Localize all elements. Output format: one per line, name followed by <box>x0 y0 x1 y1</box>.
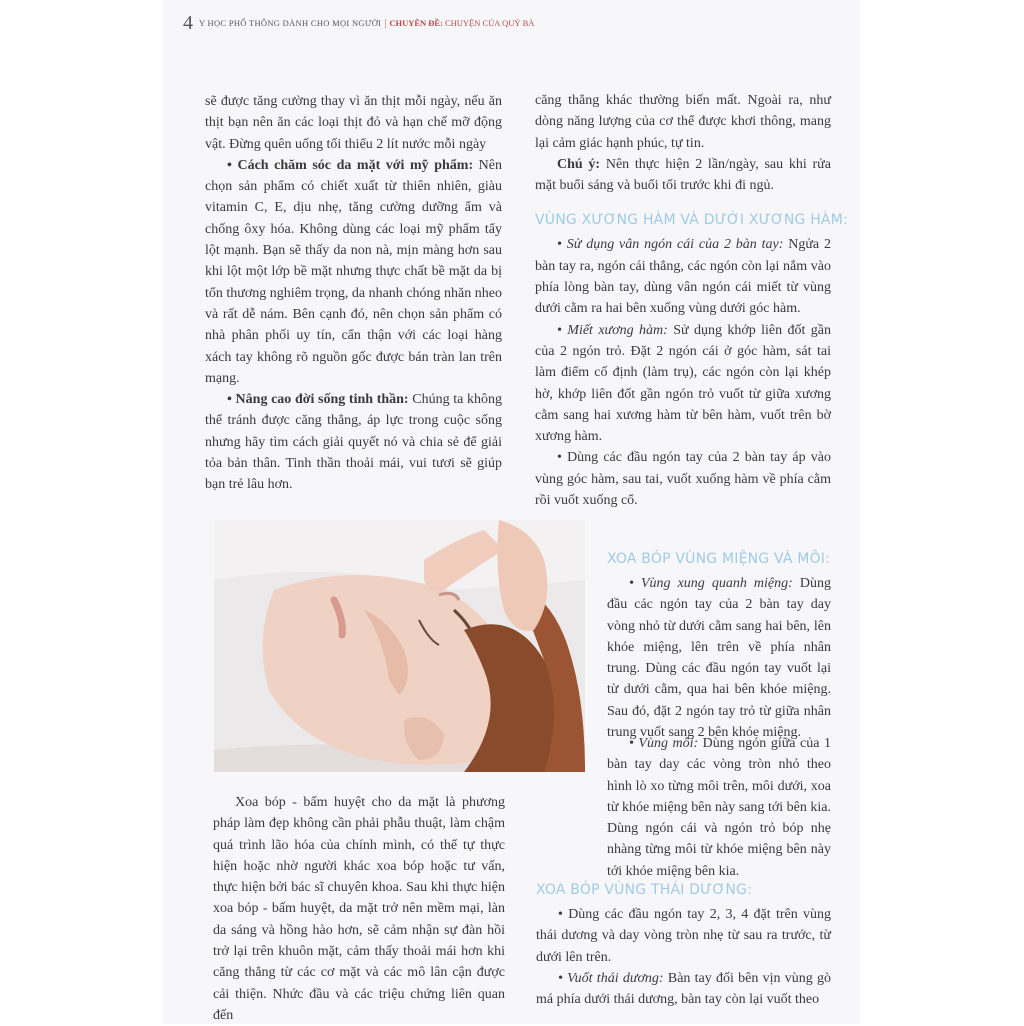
right-column-middle <box>607 535 831 743</box>
massage-photo <box>214 520 585 772</box>
topic-label: CHUYÊN ĐỀ: <box>389 18 443 28</box>
bullet-title: • Vuốt thái dương: <box>558 970 664 986</box>
note-paragraph <box>535 154 831 197</box>
bullet-paragraph <box>607 573 831 743</box>
bullet-text: Ngửa 2 bàn tay ra, ngón cái thẳng, các ngón còn lại nắm vào phía lòng bàn tay, dùng vân ngón cái miết từ vùng dưới cằm ra hai bên xuống vùng dưới góc hàm. <box>535 237 831 317</box>
bullet-text: Dùng đầu các ngón tay của 2 bàn tay day vòng nhỏ từ dưới cằm sang hai bên, lên khóe miệng, lên trên về phía nhân trung. Dùng các đầu ngón tay vuốt lại từ dưới cằm, qua hai bên khóe miệng. Sau đó, đặt 2 ngón tay trỏ từ giữa nhân trung vuốt sang 2 bên khóe miệng. <box>607 576 831 741</box>
page-margin <box>0 0 163 1024</box>
running-header <box>183 8 843 38</box>
bullet-title: • Nâng cao đời sống tinh thần: <box>227 392 409 408</box>
topic-title: CHUYỆN CỦA QUÝ BÀ <box>444 18 535 28</box>
bullet-text: Sử dụng khớp liên đốt gần của 2 ngón trỏ. Đặt 2 ngón cái ở góc hàm, sát tai làm điểm cố định (làm trụ), các ngón còn lại khép hờ, khớp liên đốt gần ngón trỏ vuốt từ giữa xương cằm sang hai xương hàm từ bên hàm, vuốt trên bờ xương hàm. <box>535 322 831 445</box>
bullet-paragraph <box>536 733 831 882</box>
bullet-paragraph <box>535 234 831 319</box>
section-heading: XOA BÓP VÙNG THÁI DƯƠNG: <box>536 882 753 898</box>
paragraph: sẽ được tăng cường thay vì ăn thịt mỗi ngày, nếu ăn thịt bạn nên ăn các loại thịt đỏ và hạn chế mỡ động vật. Đừng quên uống tối thiểu 2 lít nước mỗi ngày <box>205 94 502 152</box>
right-column-lips <box>536 733 831 882</box>
bullet-title: • Miết xương hàm: <box>557 322 668 338</box>
right-column-top <box>535 90 848 511</box>
paragraph: Xoa bóp - bấm huyệt cho da mặt là phương pháp làm đẹp không cần phải phẫu thuật, làm chậm quá trình lão hóa của chính mình, có thể tự thực hiện hoặc nhờ người khác xoa bóp hoặc tư vấn, thực hiện bởi bác sĩ chuyên khoa. Sau khi thực hiện xoa bóp - bấm huyệt, da mặt trở nên mềm mại, làn da sáng và hồng hào hơn, sẽ cảm nhận sự đàn hồi trở lại trên khuôn mặt, cảm thấy thoải mái hơn khi căng thẳng từ các cơ mặt và các mô lân cận được cải thiện. Nhức đầu và các triệu chứng liên quan đến <box>213 795 505 1023</box>
bullet-paragraph <box>205 155 502 389</box>
bullet-paragraph: • Dùng các đầu ngón tay của 2 bàn tay áp vào vùng góc hàm, sau tai, vuốt xuống hàm về phía cằm rồi vuốt xuống cổ. <box>535 450 831 509</box>
page-number: 4 <box>183 11 193 34</box>
section-heading: VÙNG XƯƠNG HÀM VÀ DƯỚI XƯƠNG HÀM: <box>535 212 848 229</box>
bullet-paragraph <box>536 968 831 1011</box>
bullet-text: Bàn tay đối bên vịn vùng gò má phía dưới thái dương, bàn tay còn lại vuốt theo <box>536 970 831 1008</box>
left-column-bottom <box>213 792 505 1026</box>
bullet-title: • Cách chăm sóc da mặt với mỹ phẩm: <box>227 157 474 173</box>
right-column-bottom <box>536 880 831 1010</box>
publication-title: Y HỌC PHỔ THÔNG DÀNH CHO MỌI NGƯỜI <box>199 18 382 28</box>
bullet-text: Nên chọn sản phẩm có chiết xuất từ thiên nhiên, giàu vitamin C, E, dịu nhẹ, tăng cường dưỡng ẩm và chống ôxy hóa. Không dùng các loại mỹ phẩm tẩy lột mạnh. Bạn sẽ thấy da non nà, mịn màng hơn sau khi lột một lớp bề mặt nhưng thực chất bề mặt da bị tổn thương nghiêm trọng, da nhanh chóng nhăn nheo và rất dễ nám. Bên cạnh đó, nên chọn sản phẩm có nhà phân phối uy tín, cẩn thận với các loại hàng xách tay không rõ nguồn gốc được bán tràn lan trên mạng. <box>205 157 502 386</box>
bullet-text: Dùng ngón giữa của 1 bàn tay day các vòng tròn nhỏ theo hình lò xo từng môi trên, môi dưới, xoa từ khóe miệng bên này sang tới bên kia. Dùng ngón cái và ngón trỏ bóp nhẹ nhàng từng môi từ khóe miệng bên này tới khóe miệng bên kia. <box>607 736 831 879</box>
bullet-title: • Vùng xung quanh miệng: <box>629 576 793 591</box>
left-column-top <box>205 91 502 496</box>
bullet-paragraph: • Dùng các đầu ngón tay 2, 3, 4 đặt trên vùng thái dương và day vòng tròn nhẹ từ sau ra trước, từ dưới lên trên. <box>536 907 831 965</box>
bullet-title: • Vùng môi: <box>629 736 699 751</box>
bullet-paragraph <box>535 320 831 448</box>
bullet-paragraph <box>205 389 502 495</box>
bullet-title: • Sử dụng vân ngón cái của 2 bàn tay: <box>557 237 784 253</box>
paragraph: căng thẳng khác thường biến mất. Ngoài ra, như dòng năng lượng của cơ thể được khơi thông, mang lại cảm giác hạnh phúc, tự tin. <box>535 93 831 151</box>
header-divider: | <box>384 17 387 29</box>
section-heading: XOA BÓP VÙNG MIỆNG VÀ MÔI: <box>607 551 831 567</box>
bullet-text: Chúng ta không thể tránh được căng thẳng, áp lực trong cuộc sống nhưng hãy tìm cách giải quyết nó và chia sẻ để giải tỏa bản thân. Tinh thần thoải mái, vui tươi sẽ giúp bạn trẻ lâu hơn. <box>205 392 502 493</box>
note-text: Nên thực hiện 2 lần/ngày, sau khi rửa mặt buổi sáng và buổi tối trước khi đi ngủ. <box>535 156 831 194</box>
note-label: Chú ý: <box>557 156 601 172</box>
